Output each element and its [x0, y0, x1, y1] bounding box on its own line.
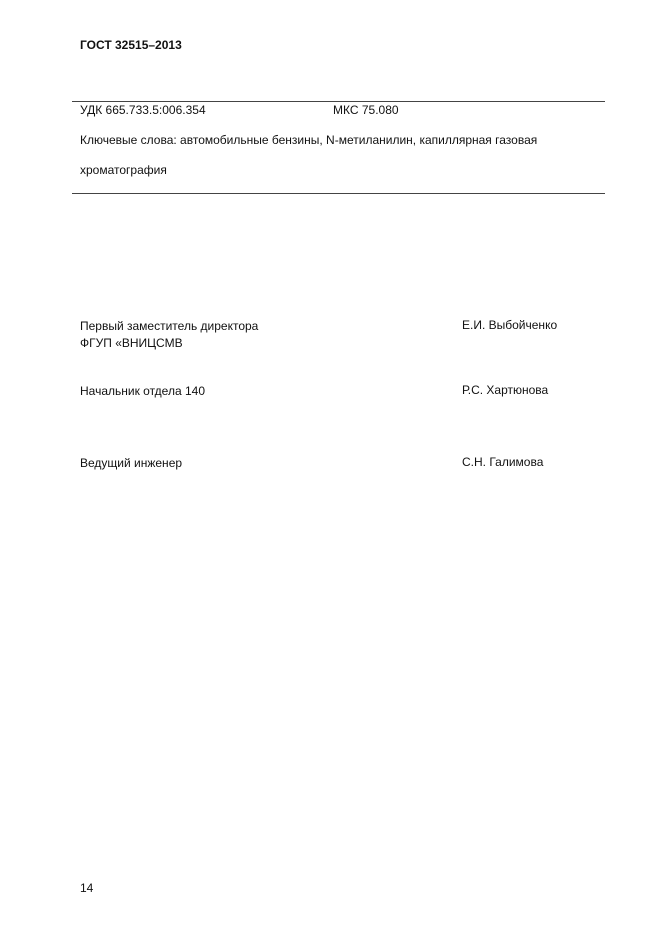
signatory-role-3: Ведущий инженер [80, 456, 183, 470]
signatory-role-2: Начальник отдела 140 [80, 384, 205, 398]
signatory-role-1-line-1: Первый заместитель директора [80, 319, 259, 333]
signatory-name-2: Р.С. Хартюнова [462, 383, 549, 397]
mks-code: МКС 75.080 [333, 103, 399, 117]
standard-header-title: ГОСТ 32515–2013 [80, 38, 182, 52]
signatory-role-1-line-2: ФГУП «ВНИЦСМВ [80, 336, 183, 350]
top-divider [72, 101, 605, 102]
signatory-name-3: С.Н. Галимова [462, 455, 544, 469]
keywords-line-1: Ключевые слова: автомобильные бензины, N-метиланилин, капиллярная газовая [80, 133, 538, 147]
signatory-name-1: Е.И. Выбойченко [462, 318, 558, 332]
keywords-line-2: хроматография [80, 163, 167, 177]
signatory-role-1 [80, 318, 258, 352]
page-number: 14 [80, 881, 94, 895]
udk-code: УДК 665.733.5:006.354 [80, 103, 206, 117]
bottom-divider [72, 193, 605, 194]
